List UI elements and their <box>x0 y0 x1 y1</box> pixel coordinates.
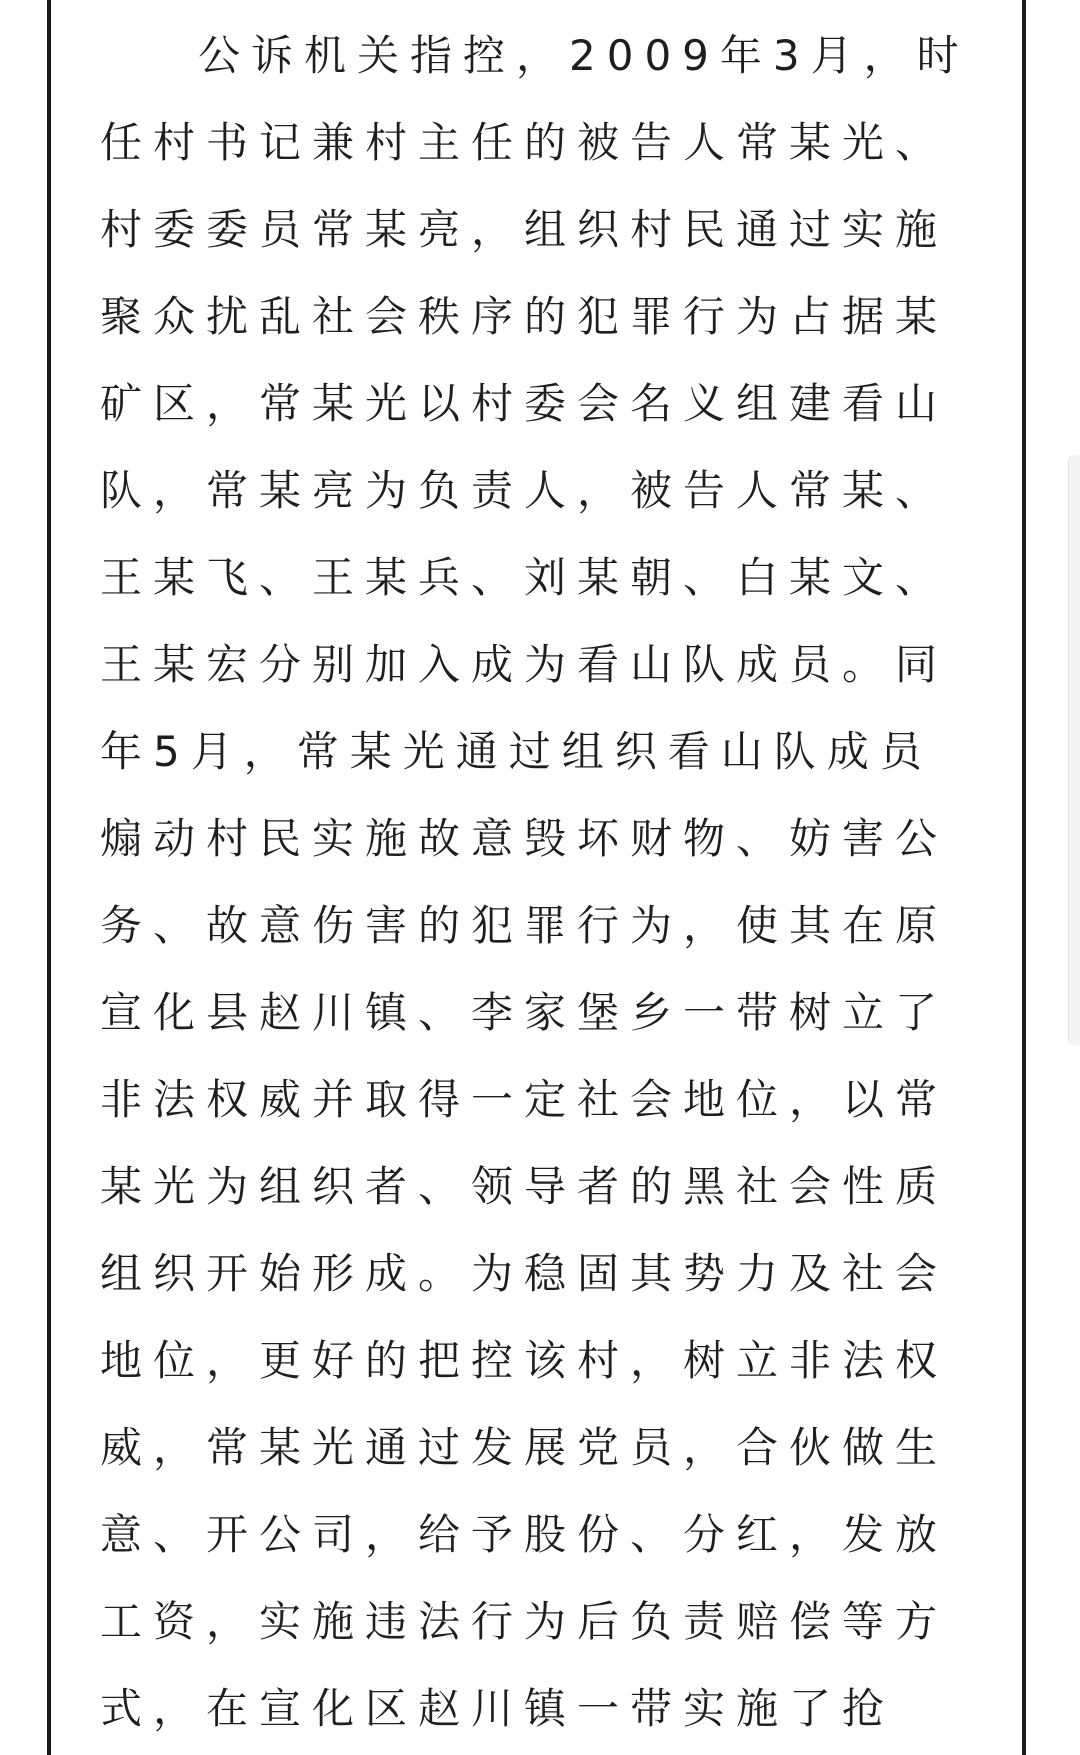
article-paragraph: 公诉机关指控，2009年3月，时任村书记兼村主任的被告人常某光、村委委员常某亮，组织村民通过实施聚众扰乱社会秩序的犯罪行为占据某矿区，常某光以村委会名义组建看山队，常某亮为负责人，被告人常某、王某飞、王某兵、刘某朝、白某文、王某宏分别加入成为看山队成员。同年5月，常某光通过组织看山队成员煽动村民实施故意毁坏财物、妨害公务、故意伤害的犯罪行为，使其在原宣化县赵川镇、李家堡乡一带树立了非法权威并取得一定社会地位，以常某光为组织者、领导者的黑社会性质组织开始形成。为稳固其势力及社会地位，更好的把控该村，树立非法权威，常某光通过发展党员，合伙做生意、开公司，给予股份、分红，发放工资，实施违法行为后负责赔偿等方式，在宣化区赵川镇一带实施了抢 <box>100 31 970 1733</box>
scrollbar-handle[interactable] <box>1068 455 1080 1045</box>
right-border-line <box>1022 0 1026 1755</box>
left-border-line <box>47 0 51 1755</box>
